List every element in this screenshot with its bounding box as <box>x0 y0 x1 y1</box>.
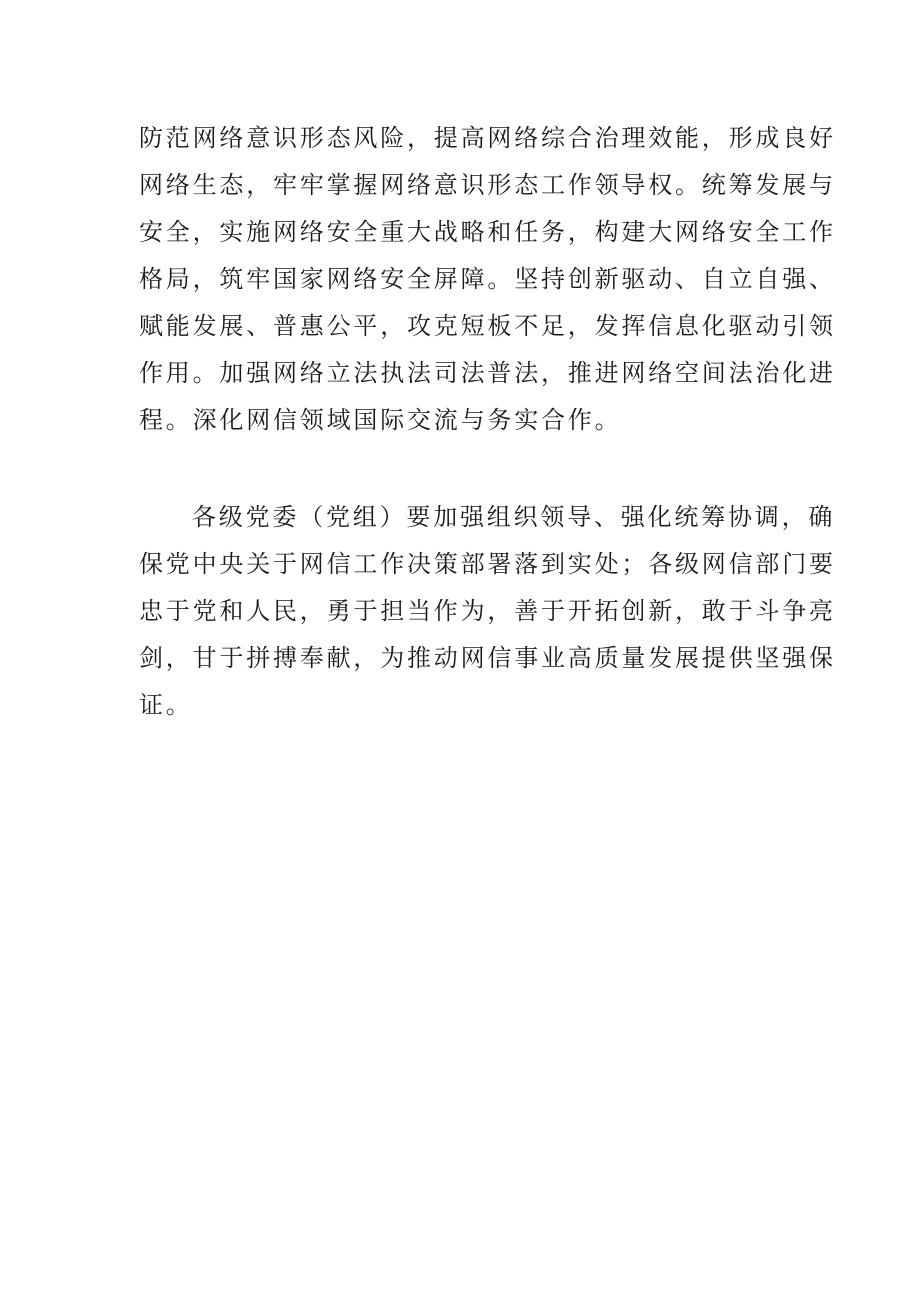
paragraph-line: 证。 <box>139 691 193 719</box>
paragraph-line: 作用。加强网络立法执法司法普法，推进网络空间法治化进 <box>139 359 836 387</box>
paragraph-line: 保党中央关于网信工作决策部署落到实处；各级网信部门要 <box>139 550 836 578</box>
paragraph-line: 程。深化网信领域国际交流与务实合作。 <box>139 406 622 434</box>
paragraph-line: 各级党委（党组）要加强组织领导、强化统筹协调，确 <box>192 503 836 531</box>
paragraph-line: 安全，实施网络安全重大战略和任务，构建大网络安全工作 <box>139 218 836 246</box>
paragraph-2 <box>139 494 836 729</box>
paragraph-line: 剑，甘于拼搏奉献，为推动网信事业高质量发展提供坚强保 <box>139 644 836 672</box>
paragraph-line: 忠于党和人民，勇于担当作为，善于开拓创新，敢于斗争亮 <box>139 597 836 625</box>
paragraph-line: 格局，筑牢国家网络安全屏障。坚持创新驱动、自立自强、 <box>139 265 836 293</box>
paragraph-line: 赋能发展、普惠公平，攻克短板不足，发挥信息化驱动引领 <box>139 312 836 340</box>
paragraph-line: 网络生态，牢牢掌握网络意识形态工作领导权。统筹发展与 <box>139 171 836 199</box>
paragraph-line: 防范网络意识形态风险，提高网络综合治理效能，形成良好 <box>139 124 836 152</box>
paragraph-1 <box>139 115 836 444</box>
